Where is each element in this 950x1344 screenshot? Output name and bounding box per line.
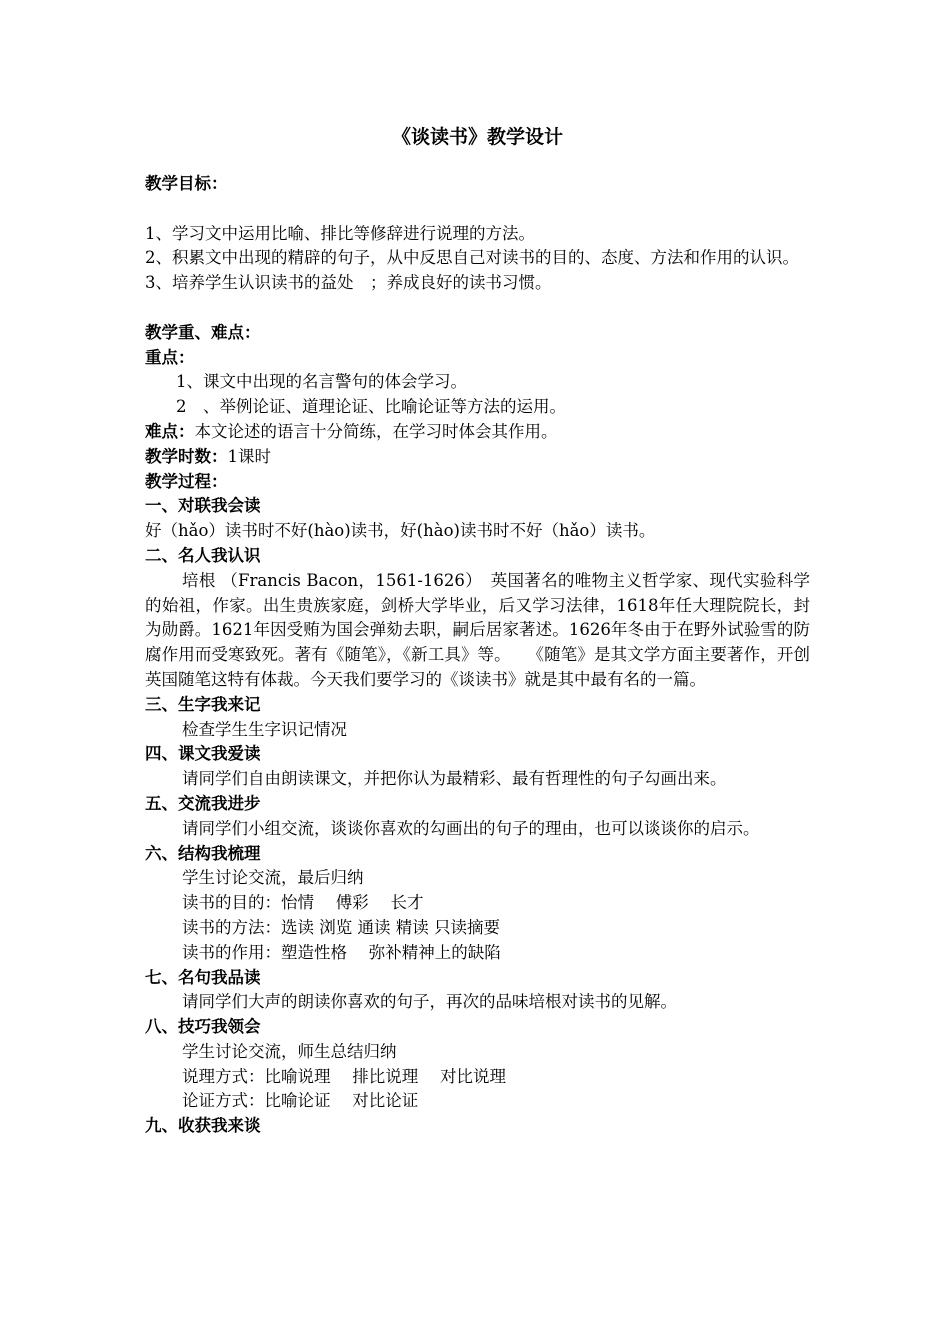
section-line: 检查学生生字识记情况: [182, 719, 347, 739]
section-line: 好（hǎo）读书时不好(hào)读书，好(hào)读书时不好（hǎo）读书。: [145, 521, 656, 541]
section-line: 读书的作用：塑造性格 弥补精神上的缺陷: [182, 942, 501, 962]
section-line: 请同学们自由朗读课文，并把你认为最精彩、最有哲理性的句子勾画出来。: [182, 769, 727, 789]
objective-item: 1、学习文中运用比喻、排比等修辞进行说理的方法。: [145, 223, 535, 243]
blank-line: [145, 296, 810, 321]
objective-item: 2、积累文中出现的精辟的句子，从中反思自己对读书的目的、态度、方法和作用的认识。: [145, 248, 799, 268]
section-line: 读书的目的：怡情 傅彩 长才: [182, 893, 424, 913]
section-line: 学生讨论交流，师生总结归纳: [182, 1041, 397, 1061]
objective-item: 3、培养学生认识读书的益处 ；养成良好的读书习惯。: [145, 273, 552, 293]
section-heading: 五、交流我进步: [145, 793, 261, 813]
difficulty-label: 难点：: [145, 421, 195, 441]
section-line: 学生讨论交流，最后归纳: [182, 868, 364, 888]
section-heading: 七、名句我品读: [145, 967, 261, 987]
section-heading: 一、对联我会读: [145, 496, 261, 516]
section-paragraph: 培根 （Francis Bacon，1561-1626） 英国著名的唯物主义哲学家、现代实验科学的始祖，作家。出生贵族家庭，剑桥大学毕业，后又学习法律，1618年任大理院院长，封为勋爵。1621年因受贿为国会弹劾去职，嗣后居家著述。1626年冬由于在野外试验雪的防腐作用而受寒致死。著有《随笔》，《新工具》等。 《随笔》是其文学方面主要著作，开创英国随笔这特有体裁。今天我们要学习的《谈读书》就是其中最有名的一篇。: [145, 570, 810, 689]
section-heading: 四、课文我爱读: [145, 744, 261, 764]
blank-line: [145, 197, 810, 222]
focus-item: 1、课文中出现的名言警句的体会学习。: [176, 372, 467, 392]
section-line: 读书的方法：选读 浏览 通读 精读 只读摘要: [182, 917, 500, 937]
focus-label: 重点：: [145, 347, 195, 367]
hours-label: 教学时数：: [145, 446, 228, 466]
process-label: 教学过程：: [145, 471, 228, 491]
difficulty-row: [145, 420, 810, 445]
section-line: 请同学们大声的朗读你喜欢的句子，再次的品味培根对读书的见解。: [182, 992, 677, 1012]
section-heading: 八、技巧我领会: [145, 1017, 261, 1037]
section-heading: 三、生字我来记: [145, 694, 261, 714]
keypoints-heading: 教学重、难点：: [145, 322, 261, 342]
section-heading: 九、收获我来谈: [145, 1116, 261, 1136]
document-title: 《谈读书》教学设计: [391, 126, 563, 148]
document-page: [145, 122, 810, 1139]
section-line: 论证方式：比喻论证 对比论证: [182, 1091, 419, 1111]
difficulty-text: 本文论述的语言十分简练，在学习时体会其作用。: [194, 421, 558, 441]
hours-row: [145, 445, 810, 470]
section-line: 说理方式：比喻说理 排比说理 对比说理: [182, 1066, 506, 1086]
hours-text: 1课时: [227, 446, 271, 466]
section-heading: 二、名人我认识: [145, 545, 261, 565]
section-paragraph: 请同学们小组交流，谈谈你喜欢的勾画出的句子的理由，也可以谈谈你的启示。: [182, 818, 760, 838]
section-heading: 六、结构我梳理: [145, 843, 261, 863]
focus-item: 2 、举例论证、道理论证、比喻论证等方法的运用。: [176, 397, 566, 417]
objectives-heading: 教学目标：: [145, 174, 228, 193]
